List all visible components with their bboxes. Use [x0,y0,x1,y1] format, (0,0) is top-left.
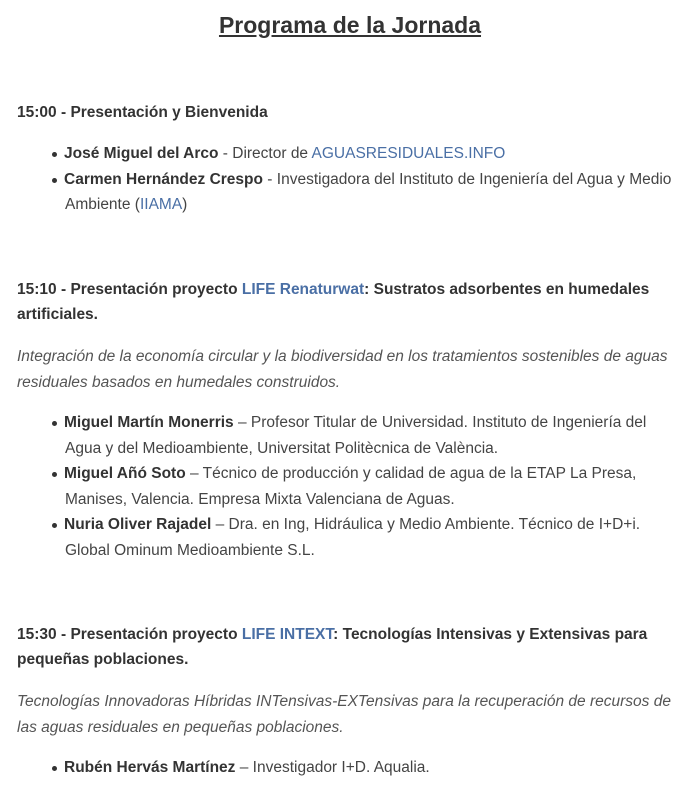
session-time: 15:10 [17,281,57,298]
speaker-role: Dra. en Ing, Hidráulica y Medio Ambiente. Técnico de I+D+i. Global Ominum Medioambiente S.L. [65,516,641,559]
session-description: Tecnologías Innovadoras Híbridas INTensivas-EXTensivas para la recuperación de recursos de las aguas residuales en pequeñas poblaciones. [17,693,671,736]
session-title-suffix: : Tecnologías Intensivas y Extensivas para pequeñas poblaciones. [17,626,648,668]
life-intext-link[interactable]: LIFE INTEXT [241,626,334,643]
aguasresiduales-link[interactable]: AGUASRESIDUALES.INFO [311,145,506,162]
bullet-icon [52,766,57,771]
bullet-icon [52,152,57,157]
session-heading [17,100,685,125]
bullet-icon [52,523,57,528]
session-time: 15:00 [17,104,57,121]
session-title-prefix: Presentación proyecto [70,281,242,298]
bullet-icon [52,472,57,477]
session-heading [17,277,685,327]
speaker-list [17,410,685,563]
separator: – [235,759,253,776]
speaker-name: Nuria Oliver Rajadel [64,516,212,533]
speaker-list [17,755,685,781]
life-renaturwat-link[interactable]: LIFE Renaturwat [241,281,365,298]
separator: - [56,104,71,121]
session-heading [17,622,685,672]
separator: – [211,516,229,533]
speaker-item [17,755,685,781]
session-description: Integración de la economía circular y la biodiversidad en los tratamientos sostenibles de aguas residuales basados en humedales construidos. [17,348,668,391]
speaker-item [17,141,685,167]
separator: - [56,281,71,298]
bullet-icon [52,178,57,183]
speaker-item [17,410,685,461]
speaker-role: Profesor Titular de Universidad. Instituto de Ingeniería del Agua y del Medioambiente, Universitat Politècnica de València. [65,414,647,457]
session-1510 [17,277,685,563]
speaker-list [17,141,685,218]
page-title: Programa de la Jornada [218,12,482,38]
speaker-role: Investigador I+D. Aqualia. [252,759,430,776]
speaker-name: Miguel Martín Monerris [64,414,234,431]
speaker-item [17,512,685,563]
session-title-suffix: : Sustratos adsorbentes en humedales artificiales. [17,281,650,323]
speaker-name: Rubén Hervás Martínez [64,759,236,776]
speaker-role: Técnico de producción y calidad de agua de la ETAP La Presa, Manises, Valencia. Empresa Mixta Valenciana de Aguas. [65,465,637,508]
bullet-icon [52,421,57,426]
separator: - [218,145,233,162]
separator: - [262,170,277,188]
speaker-item [17,167,685,218]
session-title-prefix: Presentación proyecto [70,626,242,643]
speaker-name: José Miguel del Arco [64,145,219,162]
session-1500 [17,100,685,218]
speaker-role: Director de [232,145,312,162]
speaker-name: Miguel Añó Soto [64,465,186,482]
session-title: Presentación y Bienvenida [70,104,268,121]
speaker-role-suffix: ) [182,196,188,213]
speaker-name: Carmen Hernández Crespo [64,170,263,188]
iiama-link[interactable]: IIAMA [139,196,183,213]
separator: – [185,465,203,482]
session-1530 [17,622,685,781]
separator: - [56,626,71,643]
session-time: 15:30 [17,626,57,643]
separator: – [233,414,251,431]
speaker-item [17,461,685,512]
speaker-role: Investigadora del Instituto de Ingeniería del Agua y Medio Ambiente ( [65,170,672,213]
